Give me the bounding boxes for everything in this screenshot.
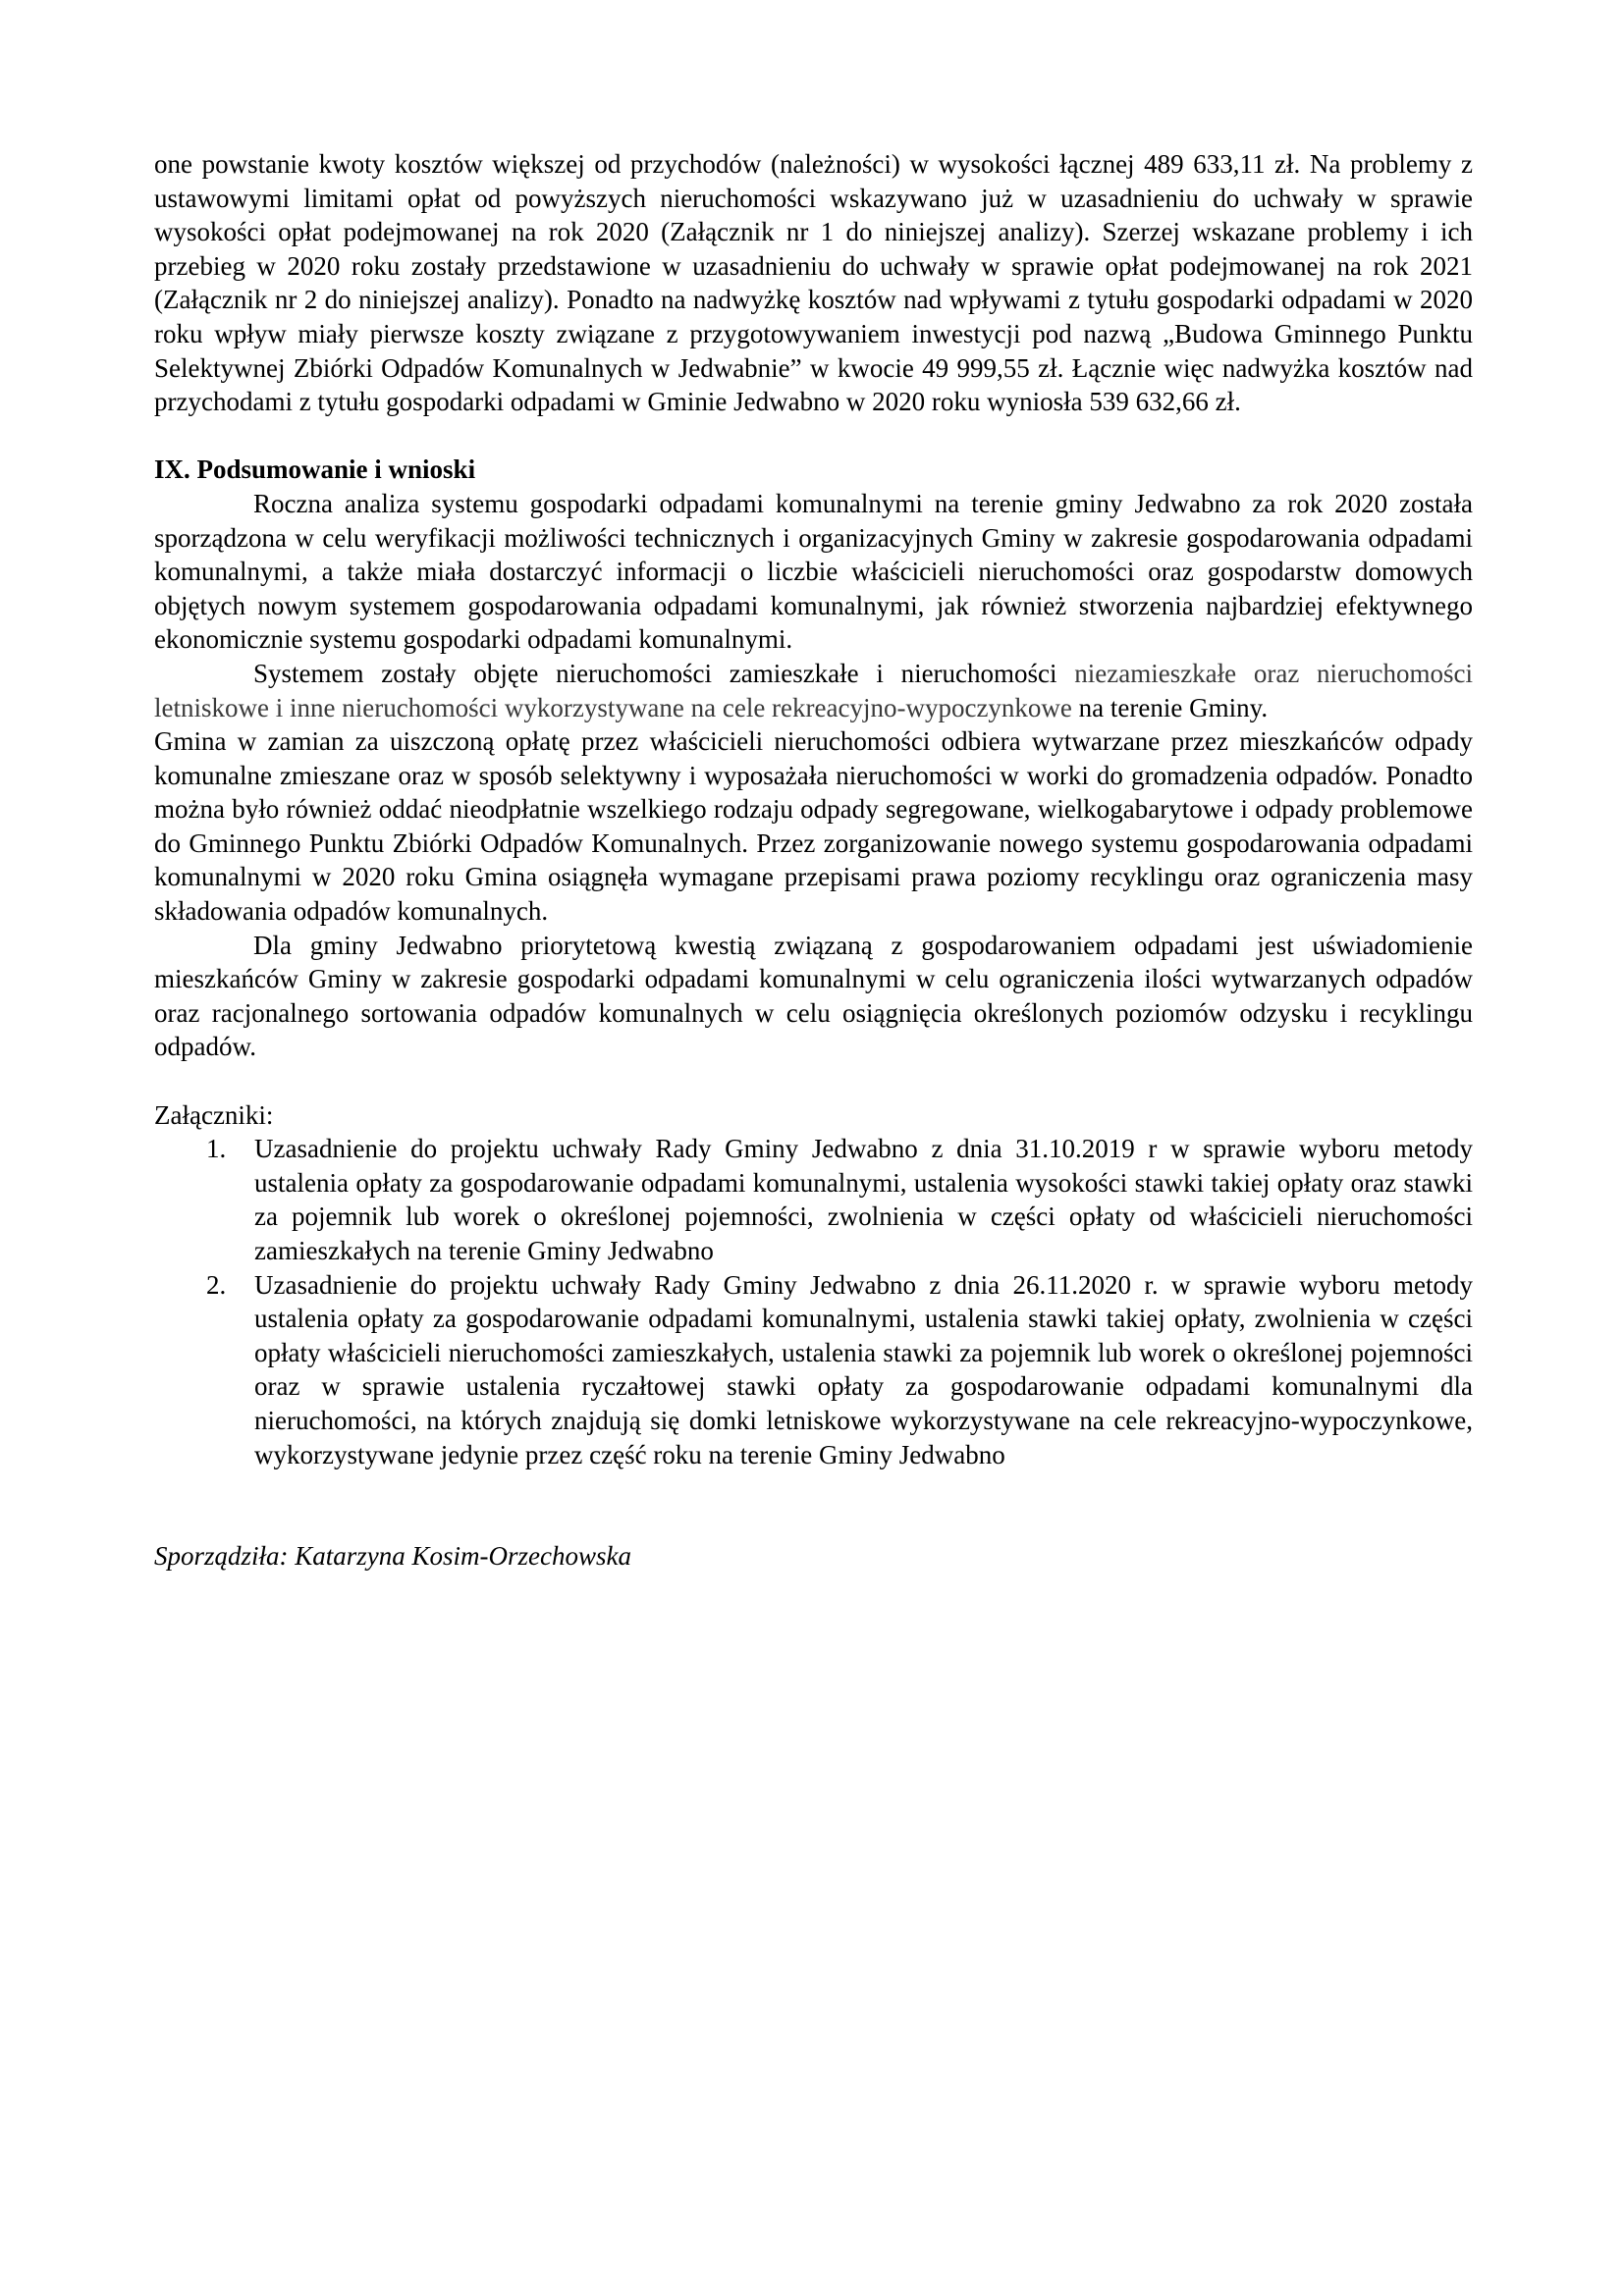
summary-paragraph-4: Dla gminy Jedwabno priorytetową kwestią związaną z gospodarowaniem odpadami jest uświadomienie mieszkańców Gminy w zakresie gospodarki odpadami komunalnymi w celu ograniczenia ilości wytwarzanych odpadów oraz racjonalnego sortowania odpadów komunalnych w celu osiągnięcia określonych poziomów odzysku i recyklingu odpadów. (154, 930, 1473, 1062)
paragraph-2-text-c: na terenie Gminy. (1071, 692, 1269, 722)
attachment-text: Uzasadnienie do projektu uchwały Rady Gminy Jedwabno z dnia 31.10.2019 r w sprawie wyboru metody ustalenia opłaty za gospodarowanie odpadami komunalnymi, ustalenia wysokości stawki takiej opłaty oraz stawki za pojemnik lub worek o określonej pojemności, zwolnienia w części opłaty od właścicieli nieruchomości zamieszkałych na terenie Gminy Jedwabno (254, 1134, 1473, 1265)
spacer (154, 419, 1473, 454)
attachment-number: 2. (206, 1269, 227, 1300)
paragraph-2-text-gray: niezamieszkałe oraz nieruchomości letniskowe i inne nieruchomości wykorzystywane na cele rekreacyjno-wypoczynkowe (154, 658, 1473, 722)
author-signature: Sporządziła: Katarzyna Kosim-Orzechowska (154, 1541, 632, 1572)
summary-paragraph-1: Roczna analiza systemu gospodarki odpadami komunalnymi na terenie gminy Jedwabno za rok 2020 została sporządzona w celu weryfikacji możliwości technicznych i organizacyjnych Gminy w zakresie gospodarowania odpadami komunalnymi, a także miała dostarczyć informacji o liczbie właścicieli nieruchomości oraz gospodarstw domowych objętych nowym systemem gospodarowania odpadami komunalnymi, jak również stworzenia najbardziej efektywnego ekonomicznie systemu gospodarki odpadami komunalnymi. (154, 488, 1473, 655)
document-page (154, 147, 1473, 1574)
section-heading: IX. Podsumowanie i wnioski (154, 454, 476, 485)
attachment-text: Uzasadnienie do projektu uchwały Rady Gminy Jedwabno z dnia 26.11.2020 r. w sprawie wyboru metody ustalenia opłaty za gospodarowanie odpadami komunalnymi, ustalenia stawki takiej opłaty, zwolnienia w części opłaty właścicieli nieruchomości zamieszkałych, ustalenia stawki za pojemnik lub worek o określonej pojemności oraz w sprawie ustalenia ryczałtowej stawki opłaty za gospodarowanie odpadami komunalnymi dla nieruchomości, na których znajdują się domki letniskowe wykorzystywane na cele rekreacyjno-wypoczynkowe, wykorzystywane jedynie przez część roku na terenie Gminy Jedwabno (254, 1269, 1473, 1469)
attachment-item (154, 1132, 1473, 1267)
attachments-list (154, 1132, 1473, 1471)
summary-paragraph-3: Gmina w zamian za uiszczoną opłatę przez właścicieli nieruchomości odbiera wytwarzane przez mieszkańców odpady komunalne zmieszane oraz w sposób selektywny i wyposażała nieruchomości w worki do gromadzenia odpadów. Ponadto można było również oddać nieodpłatnie wszelkiego rodzaju odpady segregowane, wielkogabarytowe i odpady problemowe do Gminnego Punktu Zbiórki Odpadów Komunalnych. Przez zorganizowanie nowego systemu gospodarowania odpadami komunalnymi w 2020 roku Gmina osiągnęła wymagane przepisami prawa poziomy recyklingu oraz ograniczenia masy składowania odpadów komunalnych. (154, 726, 1473, 927)
attachments-label: Załączniki: (154, 1099, 274, 1130)
paragraph-2-text-a: Systemem zostały objęte nieruchomości zamieszkałe i nieruchomości (253, 658, 1075, 688)
attachment-number: 1. (206, 1134, 227, 1164)
intro-paragraph: one powstanie kwoty kosztów większej od przychodów (należności) w wysokości łącznej 489 633,11 zł. Na problemy z ustawowymi limitami opłat od powyższych nieruchomości wskazywano już w uzasadnieniu do uchwały w sprawie wysokości opłat podejmowanej na rok 2020 (Załącznik nr 1 do niniejszej analizy). Szerzej wskazane problemy i ich przebieg w 2020 roku zostały przedstawione w uzasadnieniu do uchwały w sprawie opłat podejmowanej na rok 2021 (Załącznik nr 2 do niniejszej analizy). Ponadto na nadwyżkę kosztów nad wpływami z tytułu gospodarki odpadami w 2020 roku wpływ miały pierwsze koszty związane z przygotowywaniem inwestycji pod nazwą „Budowa Gminnego Punktu Selektywnej Zbiórki Odpadów Komunalnych w Jedwabnie” w kwocie 49 999,55 zł. Łącznie więc nadwyżka kosztów nad przychodami z tytułu gospodarki odpadami w Gminie Jedwabno w 2020 roku wyniosła 539 632,66 zł. (154, 149, 1473, 417)
summary-paragraph-2 (154, 657, 1473, 724)
attachment-item (154, 1268, 1473, 1472)
